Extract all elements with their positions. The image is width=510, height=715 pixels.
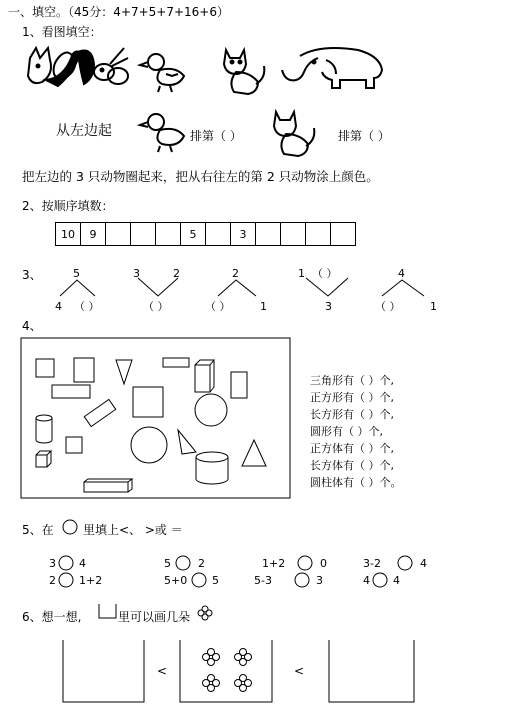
- sequence-cell[interactable]: 5: [181, 223, 206, 245]
- cmp-left: 5: [164, 557, 171, 570]
- less-than-sign: <: [157, 664, 168, 678]
- blank-box-icon: [99, 604, 116, 618]
- bond-5-top: 4: [398, 267, 405, 280]
- bond-5-left: （ ）: [375, 300, 401, 313]
- cmp-left: 5-3: [254, 574, 272, 587]
- q3-label: 3、: [22, 268, 42, 282]
- bond-1-top: 5: [73, 267, 80, 280]
- bond-1-left: 4: [55, 300, 62, 313]
- rank-b: 排第（ ）: [338, 129, 390, 143]
- cmp-left: 4: [363, 574, 370, 587]
- cmp-left: 5+0: [164, 574, 188, 587]
- cmp-right: 4: [79, 557, 86, 570]
- from-left-label: 从左边起: [56, 123, 112, 139]
- bond-3-top: 2: [232, 267, 239, 280]
- cmp-left: 2: [49, 574, 56, 587]
- rank-a: 排第（ ）: [190, 129, 242, 143]
- count-circle: 圆形有（ ）个,: [310, 425, 383, 438]
- bond-1-right: （ ）: [74, 300, 100, 313]
- cmp-right: 5: [212, 574, 219, 587]
- flower-icon: [203, 649, 220, 666]
- q2-label: 2、按顺序填数：: [22, 199, 114, 213]
- cmp-right: 2: [198, 557, 205, 570]
- cmp-left: 1+2: [262, 557, 286, 570]
- q6-label-post: 里可以画几朵: [118, 610, 191, 624]
- answer-box: [329, 640, 414, 702]
- cmp-right: 0: [320, 557, 327, 570]
- bond-4-bottom: 3: [325, 300, 332, 313]
- flower-icon: [198, 606, 212, 620]
- flower-icon: [203, 675, 220, 692]
- less-than-sign: <: [294, 664, 305, 678]
- cmp-right: 4: [393, 574, 400, 587]
- count-cylinder: 圆柱体有（ ）个。: [310, 476, 402, 489]
- sequence-cell[interactable]: 3: [231, 223, 256, 245]
- cmp-right: 1+2: [79, 574, 103, 587]
- flower-icon: [235, 649, 252, 666]
- section-header: 一、填空。（45分：4+7+5+7+16+6）: [8, 5, 229, 19]
- q5-label-post: 里填上<、 >或 ＝: [83, 523, 183, 537]
- flower-box: [180, 640, 272, 702]
- bond-4-tl: 1: [298, 267, 305, 280]
- bond-3-right: 1: [260, 300, 267, 313]
- cmp-right: 3: [316, 574, 323, 587]
- count-rectangle: 长方形有（ ）个,: [310, 408, 394, 421]
- cmp-left: 3-2: [363, 557, 381, 570]
- count-triangle: 三角形有（ ）个,: [310, 374, 394, 387]
- q6-label-pre: 6、想一想,: [22, 610, 82, 624]
- sequence-cell[interactable]: 10: [56, 223, 81, 245]
- bond-5-right: 1: [430, 300, 437, 313]
- flower-icon: [235, 675, 252, 692]
- count-cube: 正方体有（ ）个,: [310, 442, 394, 455]
- cmp-left: 3: [49, 557, 56, 570]
- count-cuboid: 长方体有（ ）个,: [310, 459, 394, 472]
- q1-label: 1、看图填空：: [22, 25, 102, 39]
- cmp-right: 4: [420, 557, 427, 570]
- bond-2-tr: 2: [173, 267, 180, 280]
- q5-label-pre: 5、在: [22, 523, 54, 537]
- q4-label: 4、: [22, 319, 42, 333]
- bond-2-bottom: （ ）: [143, 300, 169, 313]
- count-square: 正方形有（ ）个,: [310, 391, 394, 404]
- q1-instruction: 把左边的 3 只动物圈起来，把从右往左的第 2 只动物涂上颜色。: [22, 169, 379, 184]
- bond-3-left: （ ）: [205, 300, 231, 313]
- bond-4-tr: （ ）: [312, 267, 338, 280]
- sequence-cell[interactable]: 9: [81, 223, 106, 245]
- bond-2-tl: 3: [133, 267, 140, 280]
- answer-box: [63, 640, 144, 702]
